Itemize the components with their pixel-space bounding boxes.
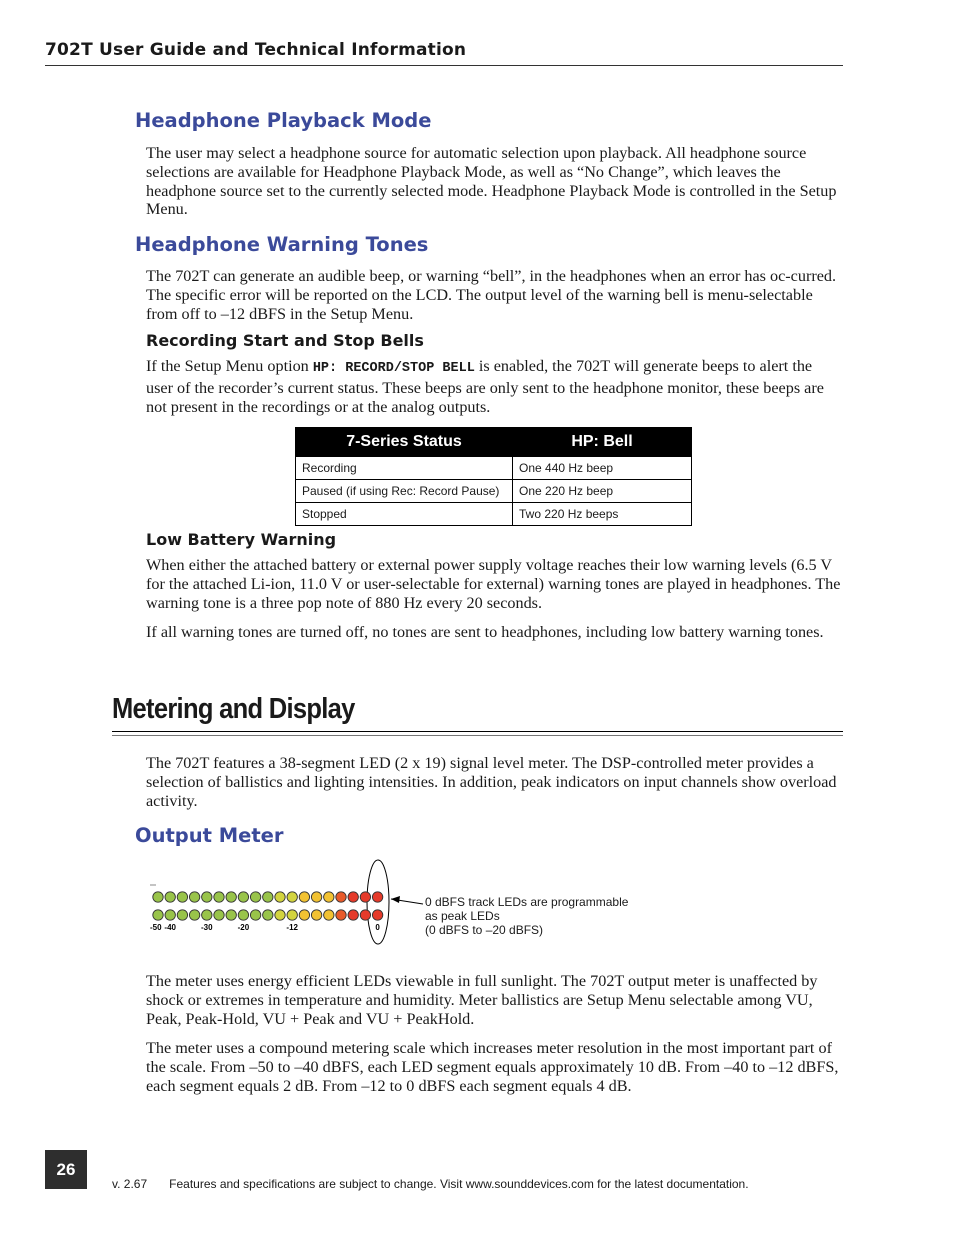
meter-led xyxy=(250,892,260,902)
meter-led xyxy=(202,910,212,920)
meter-led xyxy=(336,910,346,920)
table-header-cell: 7-Series Status xyxy=(296,428,513,457)
paragraph-output-meter-2: The meter uses a compound metering scale which increases meter resolution in the most important part of the scale. From –50 to –40 dBFS, each LED segment equals approximately 10 dB. From –40 to –12 dBFS, each segment equals 2 dB. From –12 to 0 dBFS each segment equals 4 dB. xyxy=(146,1039,839,1095)
table-cell: Two 220 Hz beeps xyxy=(513,503,692,526)
table-cell: Paused (if using Rec: Record Pause) xyxy=(296,480,513,503)
meter-led xyxy=(177,892,187,902)
meter-led xyxy=(275,910,285,920)
paragraph-metering: The 702T features a 38-segment LED (2 x 19) signal level meter. The DSP-controlled meter provides a selection of ballistics and lighting intensities. In addition, peak indicators on input channels show overload activity. xyxy=(146,754,837,810)
meter-led xyxy=(226,892,236,902)
table-cell: One 440 Hz beep xyxy=(513,457,692,480)
meter-led xyxy=(153,892,163,902)
meter-led xyxy=(287,910,297,920)
meter-led xyxy=(287,892,297,902)
footer xyxy=(112,1177,749,1191)
meter-led xyxy=(165,910,175,920)
meter-led xyxy=(214,892,224,902)
meter-led xyxy=(238,910,248,920)
record-stop-bell-option: HP: RECORD/STOP BELL xyxy=(312,361,475,376)
meter-scale-label: -50 xyxy=(150,923,162,932)
running-header: 702T User Guide and Technical Information xyxy=(45,40,843,66)
table-row xyxy=(296,457,692,480)
meter-led xyxy=(299,910,309,920)
meter-scale-label: -12 xyxy=(286,923,298,932)
meter-led xyxy=(263,892,273,902)
meter-scale-label: -40 xyxy=(164,923,176,932)
record-bells-text-pre: If the Setup Menu option xyxy=(146,357,313,375)
table-row xyxy=(296,480,692,503)
page-number: 26 xyxy=(45,1150,87,1189)
meter-led xyxy=(299,892,309,902)
meter-led xyxy=(177,910,187,920)
callout-line: (0 dBFS to –20 dBFS) xyxy=(425,923,544,937)
meter-led xyxy=(189,892,199,902)
paragraph-low-battery-2: If all warning tones are turned off, no tones are sent to headphones, including low battery warning tones. xyxy=(146,623,824,641)
paragraph-record-bells xyxy=(146,357,843,416)
meter-scale-label: -30 xyxy=(201,923,213,932)
meter-led xyxy=(238,892,248,902)
meter-led xyxy=(360,892,370,902)
meter-led xyxy=(250,910,260,920)
table-row xyxy=(296,503,692,526)
paragraph-output-meter-1: The meter uses energy efficient LEDs viewable in full sunlight. The 702T output meter is unaffected by shock or extremes in temperature and humidity. Meter ballistics are Setup Menu selectable among VU, Peak, Peak-Hold, VU + Peak and VU + PeakHold. xyxy=(146,972,818,1028)
section-title-output-meter: Output Meter xyxy=(135,824,284,847)
meter-led xyxy=(226,910,236,920)
meter-led xyxy=(189,910,199,920)
meter-led xyxy=(372,910,382,920)
meter-led xyxy=(360,910,370,920)
paragraph-headphone-warning: The 702T can generate an audible beep, or warning “bell”, in the headphones when an error has oc-curred. The specific error will be reported on the LCD. The output level of the warning bell is menu-selectable from off to –12 dBFS in the Setup Menu. xyxy=(146,267,837,323)
meter-callout xyxy=(425,895,628,937)
meter-led xyxy=(372,892,382,902)
bell-status-table xyxy=(295,427,692,526)
table-header-row xyxy=(296,428,692,457)
chapter-rule-secondary xyxy=(112,735,843,736)
subsection-title-record-bells: Recording Start and Stop Bells xyxy=(146,331,424,350)
paragraph-low-battery-1: When either the attached battery or external power supply voltage reaches their low warning levels (6.5 V for the attached Li-ion, 11.0 V or user-selectable for external) warning tones are played in headphones. The warning tone is a three pop note of 880 Hz every 20 seconds. xyxy=(146,556,841,612)
callout-arrow-icon xyxy=(391,896,400,903)
callout-line: as peak LEDs xyxy=(425,909,500,923)
table-cell: Stopped xyxy=(296,503,513,526)
meter-led xyxy=(348,892,358,902)
subsection-title-low-battery: Low Battery Warning xyxy=(146,530,337,549)
section-title-headphone-warning: Headphone Warning Tones xyxy=(135,233,429,256)
chapter-title-metering: Metering and Display xyxy=(112,693,355,725)
meter-led xyxy=(348,910,358,920)
meter-led xyxy=(336,892,346,902)
callout-line: 0 dBFS track LEDs are programmable xyxy=(425,895,629,909)
meter-led xyxy=(324,910,334,920)
table-cell: Recording xyxy=(296,457,513,480)
meter-led xyxy=(214,910,224,920)
chapter-rule xyxy=(112,731,843,732)
section-title-headphone-playback: Headphone Playback Mode xyxy=(135,109,432,132)
meter-led xyxy=(153,910,163,920)
footer-notice: Features and specifications are subject to change. Visit www.sounddevices.com for the latest documentation. xyxy=(169,1177,749,1191)
meter-led xyxy=(311,910,321,920)
table-cell: One 220 Hz beep xyxy=(513,480,692,503)
meter-scale-label: 0 xyxy=(375,923,380,932)
record-bells-text-post: is enabled, the 702T will generate beeps to alert the user of the recorder’s current status. These beeps are only sent to the headphone monitor, these beeps are not present in the recordings or at the analog outputs. xyxy=(146,357,824,416)
meter-led xyxy=(263,910,273,920)
paragraph-headphone-playback: The user may select a headphone source for automatic selection upon playback. All headphone source selections are available for Headphone Playback Mode, as well as “No Change”, which leaves the headphone source set to the currently selected mode. Headphone Playback Mode is controlled in the Setup Menu. xyxy=(146,144,837,219)
meter-led xyxy=(202,892,212,902)
table-header-cell: HP: Bell xyxy=(513,428,692,457)
meter-led xyxy=(165,892,175,902)
meter-led xyxy=(324,892,334,902)
footer-version: v. 2.67 xyxy=(112,1177,148,1191)
meter-led xyxy=(275,892,285,902)
meter-led xyxy=(311,892,321,902)
meter-scale-label: -20 xyxy=(237,923,250,932)
